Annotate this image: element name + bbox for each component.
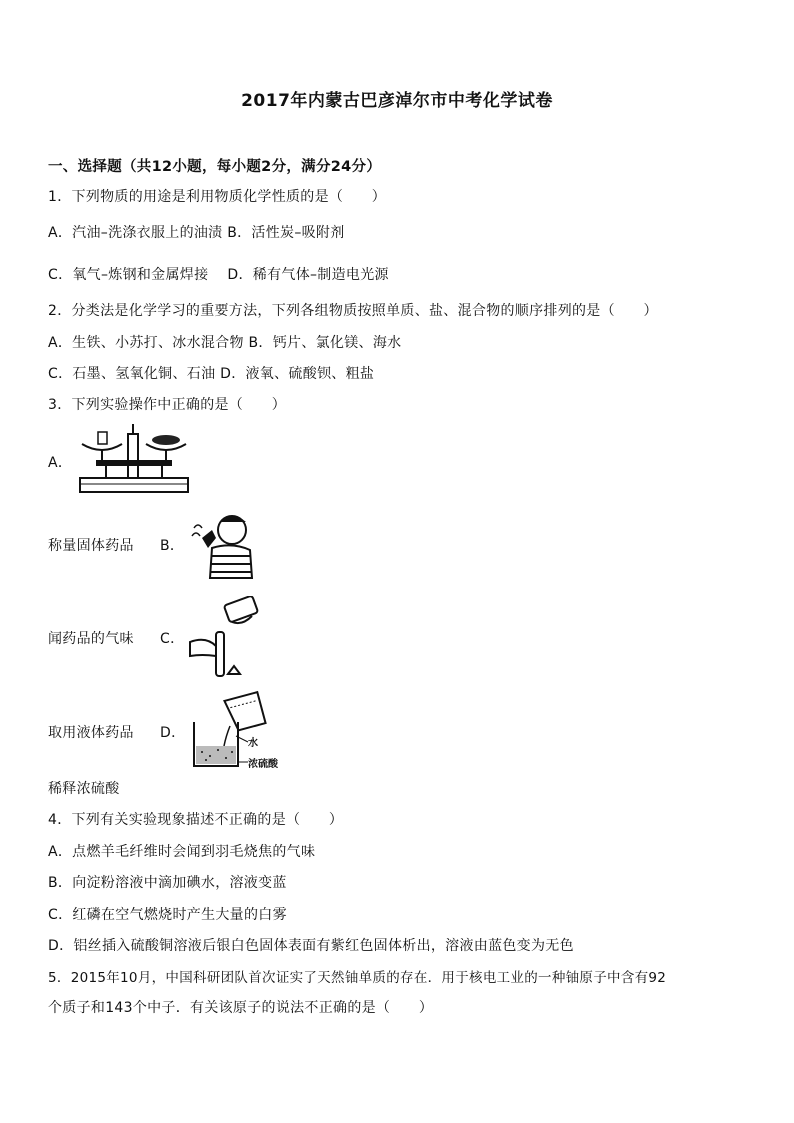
smelling-child-figure <box>190 508 256 580</box>
q3-option-d-caption: 稀释浓硫酸 <box>48 781 120 797</box>
q3-option-c-label: C． <box>160 631 185 647</box>
q2-options-cd: C．石墨、氢氧化铜、石油 D．液氧、硫酸钡、粗盐 <box>48 366 375 382</box>
q2-stem: 2．分类法是化学学习的重要方法，下列各组物质按照单质、盐、混合物的顺序排列的是（ ） <box>48 303 658 319</box>
section-heading: 一、选择题（共12小题，每小题2分，满分24分） <box>48 159 382 175</box>
q5-stem-line1: 5．2015年10月，中国科研团队首次证实了天然铀单质的存在．用于核电工业的一种铀原子中含有92 <box>48 970 667 986</box>
q4-option-d: D．铝丝插入硫酸铜溶液后银白色固体表面有紫红色固体析出，溶液由蓝色变为无色 <box>48 938 574 954</box>
q4-option-a: A．点燃羊毛纤维时会闻到羽毛烧焦的气味 <box>48 844 316 860</box>
q3-option-b-label: B． <box>160 538 185 554</box>
q3-option-c-caption: 取用液体药品 <box>48 725 134 741</box>
q1-options-cd: C．氧气–炼钢和金属焊接 D．稀有气体–制造电光源 <box>48 267 389 283</box>
q3-option-b-caption: 闻药品的气味 <box>48 631 134 647</box>
q2-options-ab: A．生铁、小苏打、冰水混合物 B．钙片、氯化镁、海水 <box>48 335 402 351</box>
q5-stem-line2: 个质子和143个中子．有关该原子的说法不正确的是（ ） <box>48 1000 434 1016</box>
q4-stem: 4．下列有关实验现象描述不正确的是（ ） <box>48 812 344 828</box>
q1-stem: 1．下列物质的用途是利用物质化学性质的是（ ） <box>48 189 387 205</box>
q1-options-ab: A．汽油–洗涤衣服上的油渍 B．活性炭–吸附剂 <box>48 225 345 241</box>
water-label: 水 <box>248 738 258 749</box>
exam-title: 2017年内蒙古巴彦淖尔市中考化学试卷 <box>241 91 553 111</box>
balance-scale-figure <box>76 420 192 496</box>
diluting-acid-figure <box>190 688 276 772</box>
q3-option-d-label: D． <box>160 725 186 741</box>
q4-option-b: B．向淀粉溶液中滴加碘水，溶液变蓝 <box>48 875 287 891</box>
q3-stem: 3．下列实验操作中正确的是（ ） <box>48 397 287 413</box>
pouring-liquid-figure <box>186 596 266 682</box>
acid-label: 浓硫酸 <box>248 759 278 770</box>
q4-option-c: C．红磷在空气燃烧时产生大量的白雾 <box>48 907 287 923</box>
q3-option-a-caption: 称量固体药品 <box>48 538 134 554</box>
q3-option-a-label: A． <box>48 455 73 471</box>
